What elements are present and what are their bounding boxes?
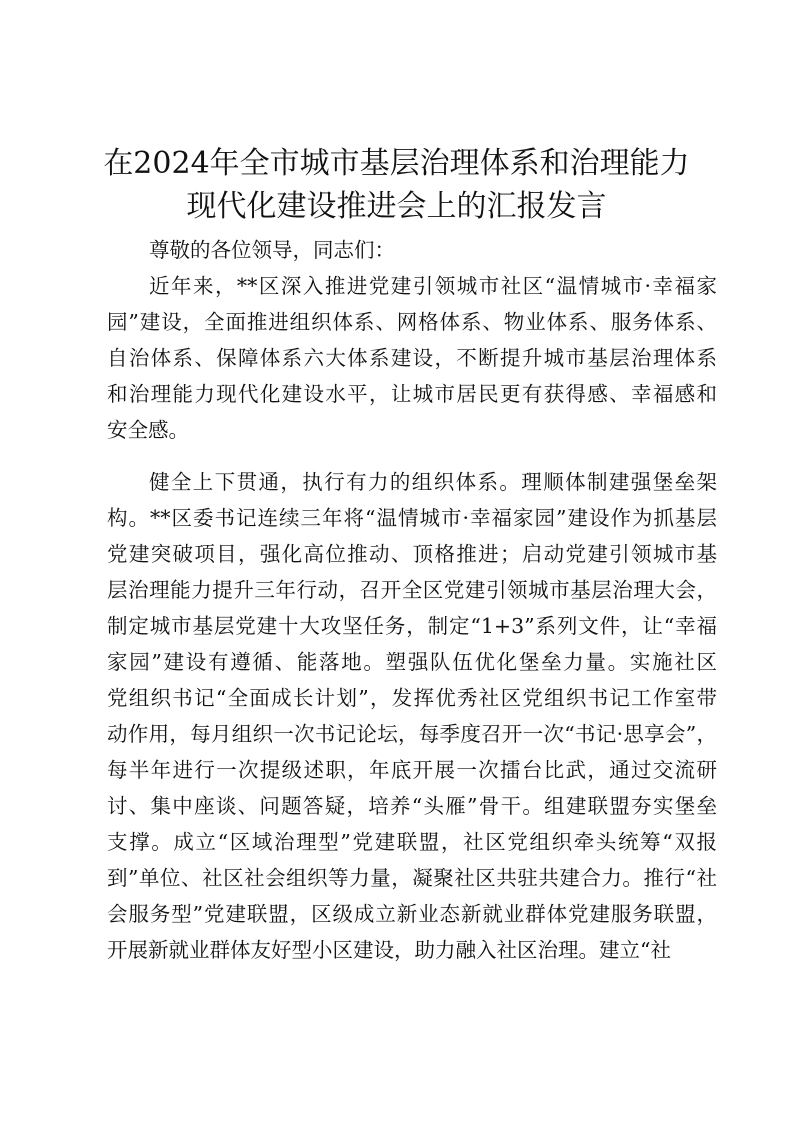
paragraph-2-line: 自治体系、保障体系六大体系建设，不断提升城市基层治理体系 [107, 346, 717, 370]
paragraph-3-line: 党建突破项目，强化高位推动、顶格推进；启动党建引领城市基 [107, 542, 717, 566]
paragraph-2-line: 安全感。 [107, 418, 189, 442]
paragraph-3-line: 层治理能力提升三年行动，召开全区党建引领城市基层治理大会， [107, 578, 717, 602]
paragraph-3-line: 会服务型”党建联盟，区级成立新业态新就业群体党建服务联盟， [107, 902, 717, 926]
document-title [60, 142, 733, 228]
paragraph-3-line: 动作用，每月组织一次书记论坛，每季度召开一次“书记·思享会”， [107, 722, 717, 746]
title-line-2: 现代化建设推进会上的汇报发言 [186, 189, 607, 224]
title-line-1: 在2024年全市城市基层治理体系和治理能力 [103, 146, 690, 181]
paragraph-3-line: 制定城市基层党建十大攻坚任务，制定“1+3”系列文件，让“幸福 [107, 614, 717, 638]
paragraph-3-line: 健全上下贯通，执行有力的组织体系。理顺体制建强堡垒架 [149, 470, 717, 494]
paragraph-3-line: 党组织书记“全面成长计划”，发挥优秀社区党组织书记工作室带 [107, 686, 717, 710]
paragraph-2-line: 园”建设，全面推进组织体系、网格体系、物业体系、服务体系、 [107, 310, 717, 334]
paragraph-2-line: 和治理能力现代化建设水平，让城市居民更有获得感、幸福感和 [107, 382, 717, 406]
paragraph-3-line: 支撑。成立“区域治理型”党建联盟，社区党组织牵头统筹“双报 [107, 830, 717, 854]
paragraph-3-line: 构。**区委书记连续三年将“温情城市·幸福家园”建设作为抓基层 [107, 506, 717, 530]
paragraph-3-line: 到”单位、社区社会组织等力量，凝聚社区共驻共建合力。推行“社 [107, 866, 717, 890]
paragraph-3-line: 开展新就业群体友好型小区建设，助力融入社区治理。建立“社 [107, 938, 671, 962]
paragraph-3-line: 讨、集中座谈、问题答疑，培养“头雁”骨干。组建联盟夯实堡垒 [107, 794, 717, 818]
paragraph-3-line: 家园”建设有遵循、能落地。塑强队伍优化堡垒力量。实施社区 [107, 650, 717, 674]
paragraph-1-line: 尊敬的各位领导，同志们： [149, 238, 395, 262]
paragraph-2-line: 近年来，**区深入推进党建引领城市社区“温情城市·幸福家 [149, 274, 717, 298]
paragraph-3-line: 每半年进行一次提级述职，年底开展一次擂台比武，通过交流研 [107, 758, 717, 782]
